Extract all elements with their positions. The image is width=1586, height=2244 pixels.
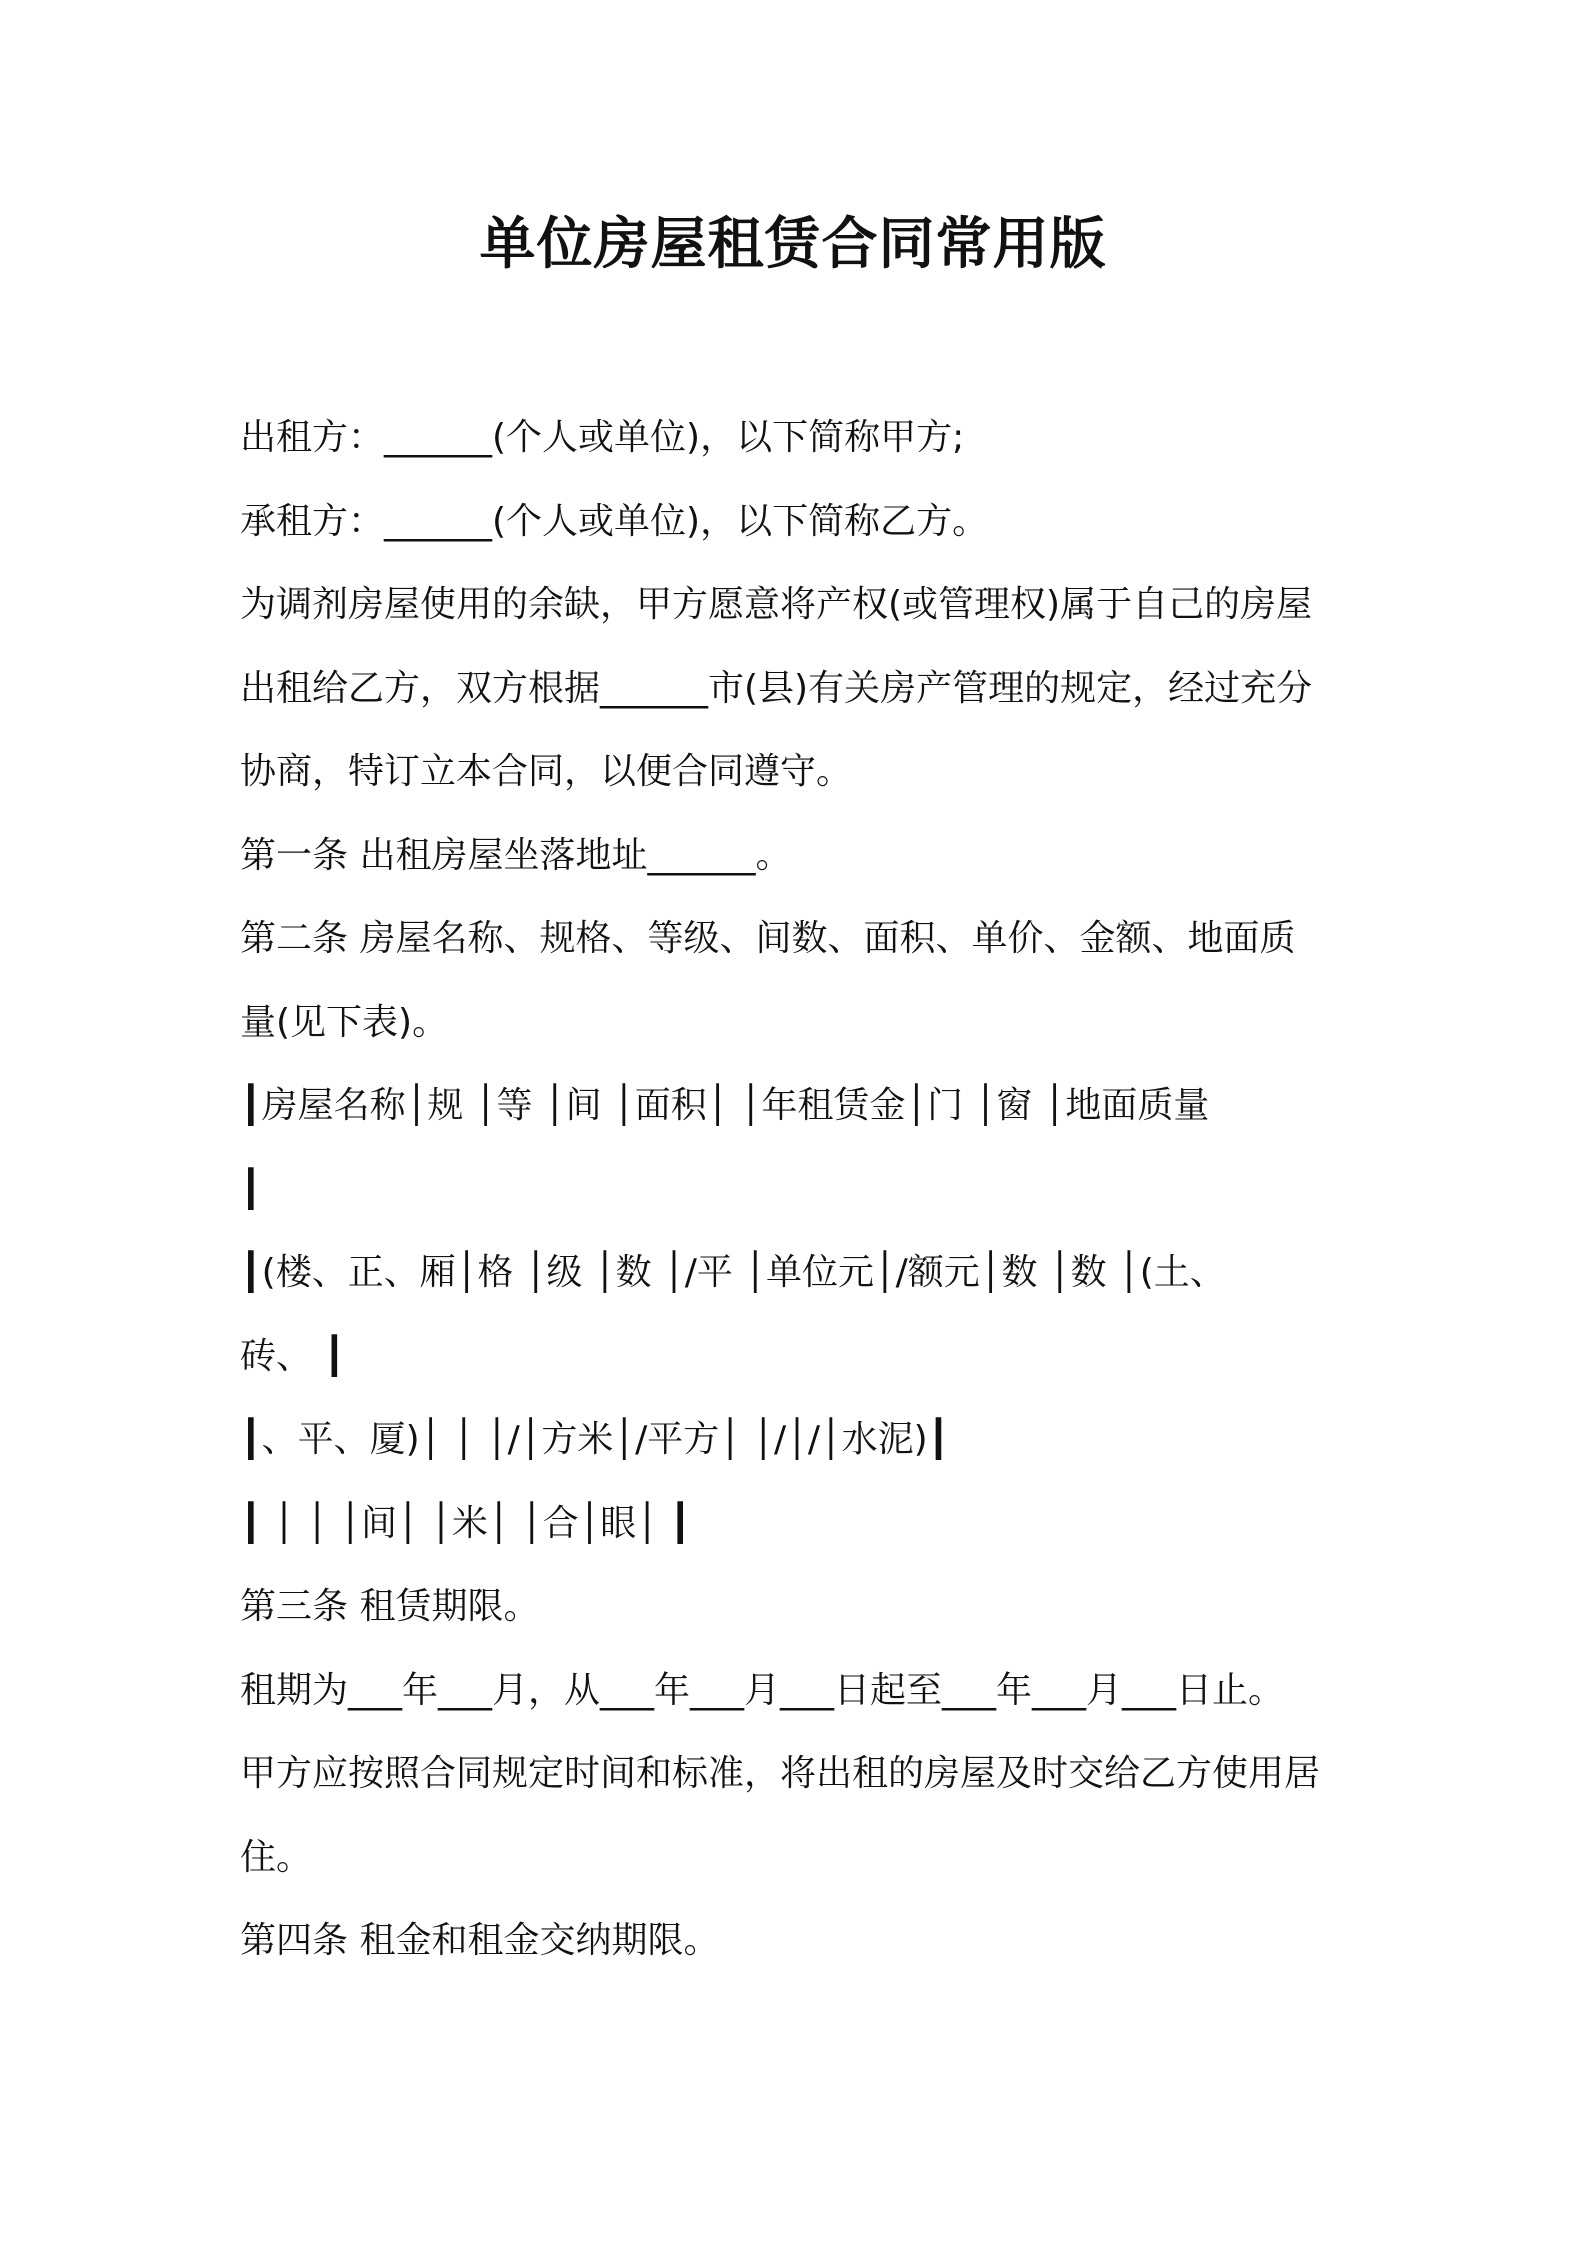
article-4-heading: 第四条 租金和租金交纳期限。 <box>240 1920 720 1961</box>
table-text-line-1: ┃房屋名称│规 │等 │间 │面积│ │年租赁金│门 │窗 │地面质量 <box>240 1085 1210 1126</box>
table-text-line-5: ┃、平、厦)│ │ │/│方米│/平方│ │/│/│水泥)┃ <box>240 1419 950 1460</box>
lessee-line: 承租方：______(个人或单位)，以下简称乙方。 <box>240 501 989 542</box>
article-1-line: 第一条 出租房屋坐落地址______。 <box>240 835 792 876</box>
preamble-line-1: 为调剂房屋使用的余缺，甲方愿意将产权(或管理权)属于自己的房屋 <box>240 584 1313 625</box>
lessor-line: 出租方：______(个人或单位)，以下简称甲方; <box>240 417 965 458</box>
document-title: 单位房屋租赁合同常用版 <box>479 212 1107 277</box>
article-3-term-line: 租期为___年___月，从___年___月___日起至___年___月___日止。 <box>240 1670 1285 1711</box>
preamble-line-2: 出租给乙方，双方根据______市(县)有关房产管理的规定，经过充分 <box>240 668 1313 709</box>
article-2-line-1: 第二条 房屋名称、规格、等级、间数、面积、单价、金额、地面质 <box>240 918 1296 959</box>
table-text-line-2: ┃ <box>240 1169 262 1210</box>
table-text-line-4: 砖、 ┃ <box>240 1336 346 1377</box>
preamble-line-3: 协商，特订立本合同，以便合同遵守。 <box>240 751 853 792</box>
table-text-line-3: ┃(楼、正、厢│格 │级 │数 │/平 │单位元│/额元│数 │数 │(土、 <box>240 1252 1226 1293</box>
article-3-heading: 第三条 租赁期限。 <box>240 1586 540 1627</box>
article-2-line-2: 量(见下表)。 <box>240 1002 449 1043</box>
article-3-body-line-1: 甲方应按照合同规定时间和标准，将出租的房屋及时交给乙方使用居 <box>240 1753 1321 1794</box>
table-text-line-6: ┃ │ │ │间│ │米│ │合│眼│ ┃ <box>240 1503 692 1544</box>
article-3-body-line-2: 住。 <box>240 1837 313 1878</box>
